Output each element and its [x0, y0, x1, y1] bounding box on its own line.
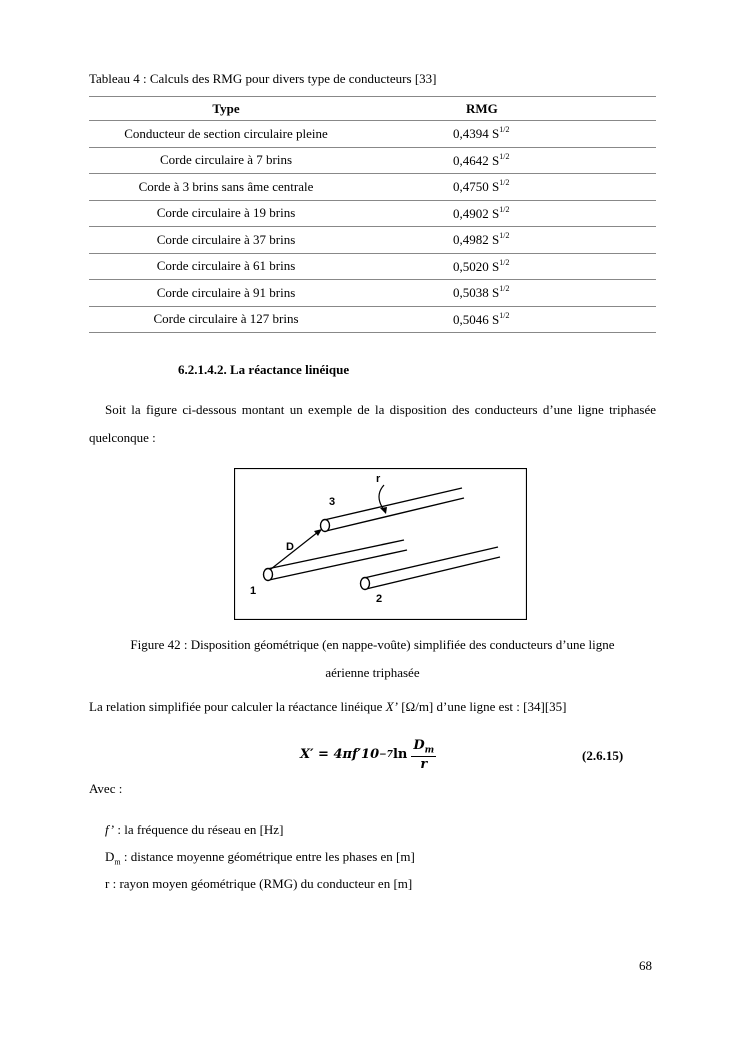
formula-ln: ln: [392, 747, 408, 763]
header-type: Type: [89, 97, 363, 121]
definition-dm: $D_m$ : distance moyenne géométrique entre les phases en [m]: [105, 849, 415, 867]
formula-denominator: r: [420, 756, 428, 772]
cell-type: Conducteur de section circulaire pleine: [89, 121, 363, 148]
page-number: 68: [639, 958, 652, 973]
cell-type: Corde circulaire à 7 brins: [89, 147, 363, 174]
cell-rmg: 0,5038 $S^{1/2}$: [363, 280, 656, 307]
definition-r: r : rayon moyen géométrique (RMG) du conducteur en [m]: [105, 876, 413, 891]
cell-type: Corde circulaire à 61 brins: [89, 253, 363, 280]
avec-label: Avec :: [89, 781, 123, 796]
label-r: r: [376, 473, 381, 485]
formula-exponent: −7: [379, 749, 393, 760]
figure-caption-line1: Figure 42 : Disposition géométrique (en nappe-voûte) simplifiée des conducteurs d’une ligne: [130, 637, 615, 652]
table-row: [89, 200, 656, 227]
relation-paragraph: La relation simplifiée pour calculer la réactance linéique X’ [Ω/m] d’une ligne est : [34][35]: [89, 699, 567, 714]
label-d: D: [286, 541, 294, 553]
cell-rmg: 0,5046 $S^{1/2}$: [363, 306, 656, 333]
cell-type: Corde à 3 brins sans âme centrale: [89, 174, 363, 201]
cell-rmg: 0,4902 $S^{1/2}$: [363, 200, 656, 227]
cell-rmg: 0,4394 $S^{1/2}$: [363, 121, 656, 148]
formula-fraction: [411, 738, 436, 772]
formula-lhs: X′ = 4πf′10: [300, 747, 380, 763]
label-2: 2: [376, 593, 383, 605]
equation-number: (2.6.15): [582, 748, 624, 763]
conductor-figure: [234, 468, 527, 620]
cell-rmg: 0,4750 $S^{1/2}$: [363, 174, 656, 201]
table-row: [89, 147, 656, 174]
formula-numerator: $D_m$: [413, 738, 435, 756]
table-row: [89, 306, 656, 333]
table-row: [89, 280, 656, 307]
reactance-formula: [300, 738, 436, 772]
cell-rmg: 0,4642 $S^{1/2}$: [363, 147, 656, 174]
cell-type: Corde circulaire à 37 brins: [89, 227, 363, 254]
label-1: 1: [250, 585, 257, 597]
table-header-row: [89, 97, 656, 121]
cell-type: Corde circulaire à 19 brins: [89, 200, 363, 227]
table-row: [89, 121, 656, 148]
table-row: [89, 253, 656, 280]
cell-type: Corde circulaire à 91 brins: [89, 280, 363, 307]
definition-f: f’ : la fréquence du réseau en [Hz]: [105, 822, 284, 837]
label-3: 3: [329, 496, 336, 508]
table-row: [89, 174, 656, 201]
table-caption: Tableau 4 : Calculs des RMG pour divers type de conducteurs [33]: [89, 71, 437, 86]
header-rmg: RMG: [363, 97, 656, 121]
intro-paragraph: Soit la figure ci-dessous montant un exemple de la disposition des conducteurs d’une ligne triphasée quelconque :: [89, 402, 656, 445]
figure-caption-line2: aérienne triphasée: [325, 665, 420, 680]
table-row: [89, 227, 656, 254]
section-heading: 6.2.1.4.2. La réactance linéique: [178, 362, 350, 377]
cell-rmg: 0,5020 $S^{1/2}$: [363, 253, 656, 280]
cell-rmg: 0,4982 $S^{1/2}$: [363, 227, 656, 254]
figure-caption: [89, 631, 656, 687]
cell-type: Corde circulaire à 127 brins: [89, 306, 363, 333]
rmg-table: [89, 96, 656, 333]
